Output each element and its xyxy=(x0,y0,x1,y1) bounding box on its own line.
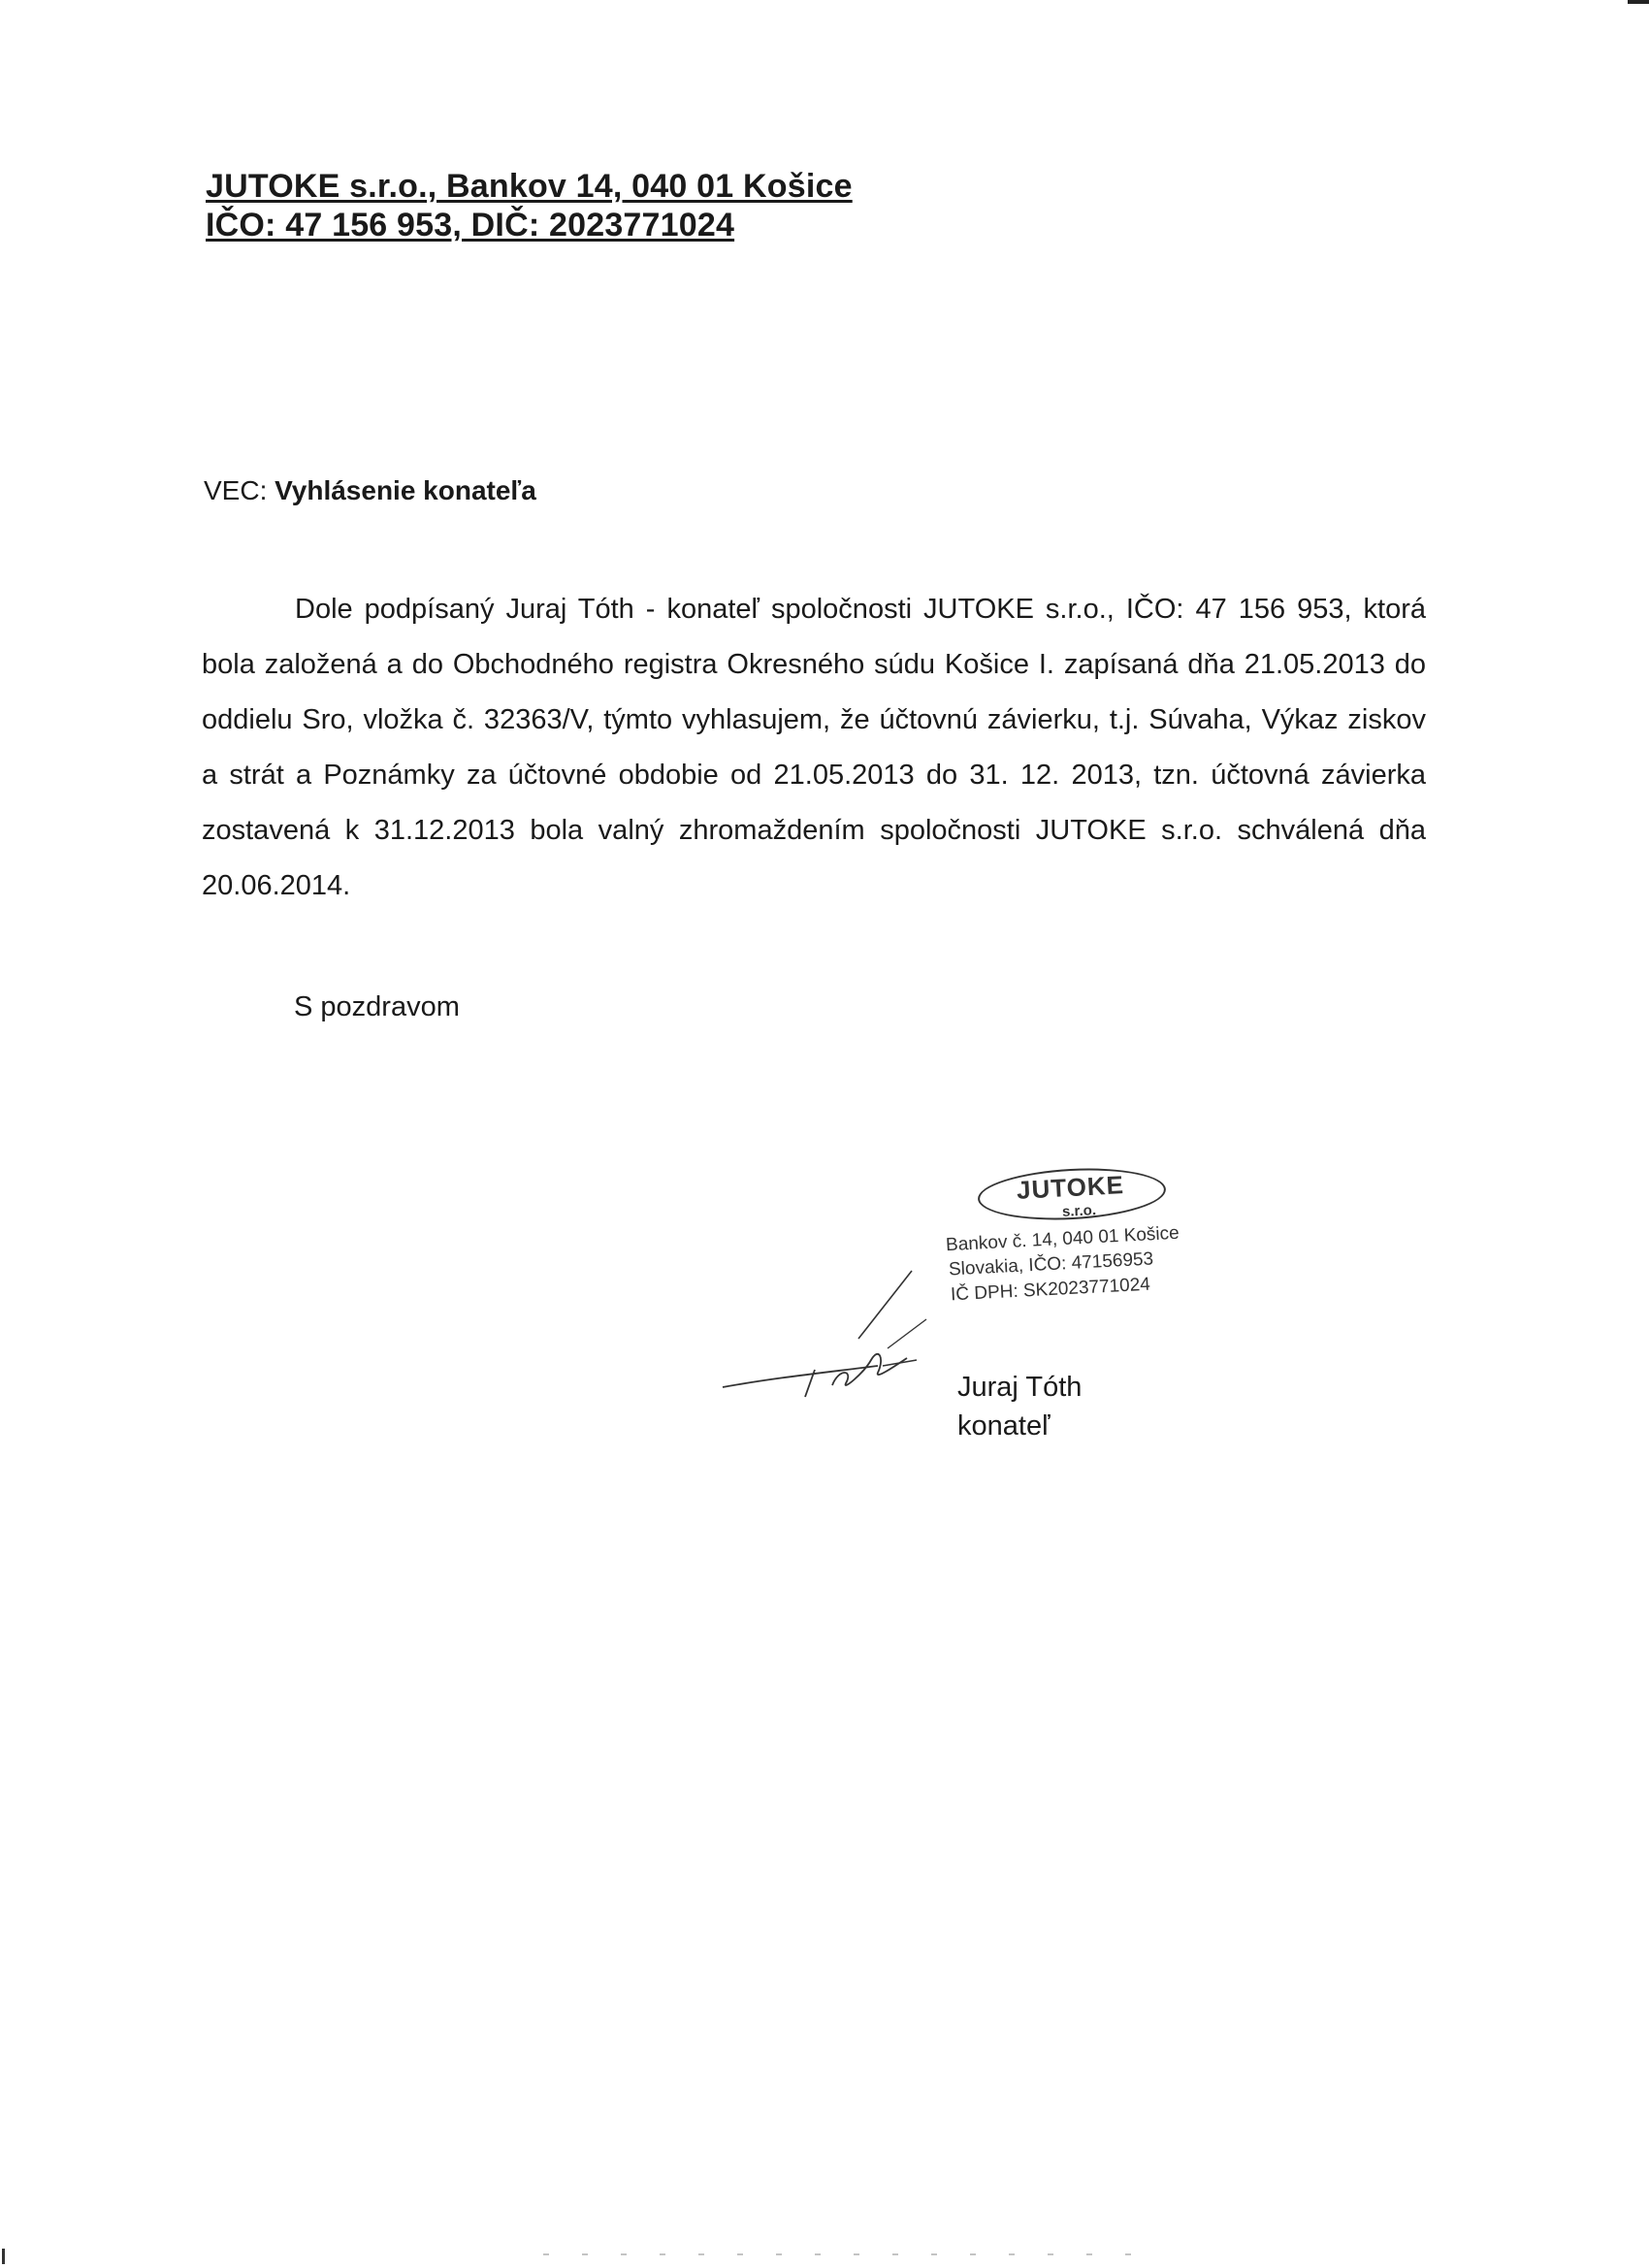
handwritten-signature xyxy=(718,1251,970,1407)
signer-name: Juraj Tóth xyxy=(957,1372,1083,1403)
stamp-brand-sub: s.r.o. xyxy=(1061,1202,1097,1220)
declaration-paragraph: Dole podpísaný Juraj Tóth - konateľ spoločnosti JUTOKE s.r.o., IČO: 47 156 953, ktorá bola založená a do Obchodného registra Okresného súdu Košice I. zapísaná dňa 21.05.2013 do oddielu Sro, vložka č. 32363/V, týmto vyhlasujem, že účtovnú závierku, t.j. Súvaha, Výkaz ziskov a strát a Poznámky za účtovné obdobie od 21.05.2013 do 31. 12. 2013, tzn. účtovná závierka zostavená k 31.12.2013 bola valný zhromaždením spoločnosti JUTOKE s.r.o. schválená dňa 20.06.2014. xyxy=(202,594,1426,901)
subject-line xyxy=(204,475,536,506)
signer-block xyxy=(957,1368,1082,1445)
scan-margin-mark xyxy=(2,2249,5,2264)
stamp-brand: JUTOKE xyxy=(1016,1170,1125,1205)
stamp-address: Bankov č. 14, 040 01 Košice xyxy=(945,1222,1180,1256)
letterhead xyxy=(206,167,853,244)
subject-title: Vyhlásenie konateľa xyxy=(275,475,536,505)
subject-label: VEC: xyxy=(204,475,268,505)
company-address-line: JUTOKE s.r.o., Bankov 14, 040 01 Košice xyxy=(206,168,853,205)
stamp-vat: IČ DPH: SK2023771024 xyxy=(950,1274,1151,1306)
signer-role: konateľ xyxy=(957,1410,1051,1442)
stamp-ico: Slovakia, IČO: 47156953 xyxy=(948,1248,1154,1280)
closing-salutation: S pozdravom xyxy=(294,991,460,1022)
scan-edge-mark xyxy=(1628,0,1649,4)
company-id-line: IČO: 47 156 953, DIČ: 2023771024 xyxy=(206,207,735,243)
scan-noise-line xyxy=(543,2253,1145,2255)
